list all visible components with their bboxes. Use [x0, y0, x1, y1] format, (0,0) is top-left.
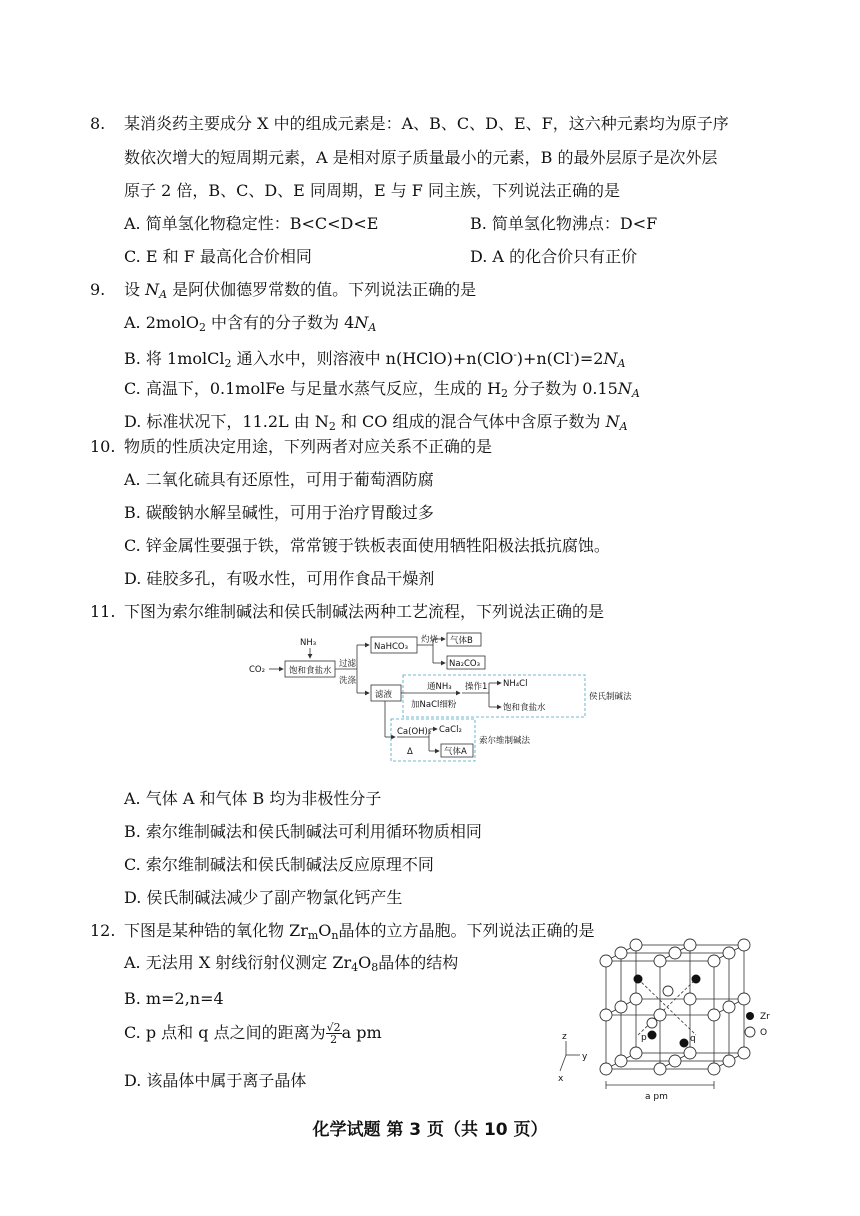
question-12-option-b: B. m=2,n=4 — [124, 989, 224, 1008]
question-11-option-b: B. 索尔维制碱法和侯氏制碱法可利用循环物质相同 — [124, 822, 482, 841]
solvay-label: 索尔维制碱法 — [479, 736, 531, 746]
add-nh3-label: 通NH₃ — [427, 682, 452, 692]
filtrate-label: 滤液 — [375, 690, 393, 700]
legend-zr-dot — [746, 1012, 754, 1020]
cacl2-label: CaCl₂ — [439, 725, 462, 735]
add-nacl-label: 加NaCl细粉 — [411, 700, 457, 710]
hou-label: 侯氏制碱法 — [589, 692, 632, 702]
question-10-number: 10. — [90, 437, 116, 456]
question-9-number: 9. — [90, 280, 106, 299]
question-8-option-a: A. 简单氢化物稳定性：B<C<D<E — [124, 214, 379, 233]
question-11-option-a: A. 气体 A 和气体 B 均为非极性分子 — [124, 789, 382, 808]
question-8-stem-line3: 原子 2 倍，B、C、D、E 同周期，E 与 F 同主族，下列说法正确的是 — [124, 181, 620, 200]
question-12-option-c: C. p 点和 q 点之间的距离为 $\frac{√2}{2}$ a pm — [124, 1021, 382, 1046]
question-9-stem: 设 $N_A$ 是阿伏伽德罗常数的值。下列说法正确的是 — [124, 280, 477, 301]
question-8-stem-line1: 某消炎药主要成分 X 中的组成元素是：A、B、C、D、E、F，这六种元素均为原子序 — [124, 114, 729, 133]
nh4cl-label: NH₄Cl — [503, 679, 528, 689]
question-10-option-a: A. 二氧化硫具有还原性，可用于葡萄酒防腐 — [124, 470, 434, 489]
solvay-hou-flow-diagram — [245, 633, 632, 765]
question-12-option-a: A. 无法用 X 射线衍射仪测定 $Zr_4O_8$晶体的结构 — [124, 953, 459, 974]
calcine-label: 灼烧 — [421, 635, 439, 645]
delta-label: Δ — [407, 747, 413, 757]
question-11-option-c: C. 索尔维制碱法和侯氏制碱法反应原理不同 — [124, 855, 434, 874]
question-8-option-d: D. A 的化合价只有正价 — [470, 247, 638, 266]
na2co3-label: Na₂CO₃ — [449, 659, 481, 669]
question-9-option-a: A. 2molO$_2$ 中含有的分子数为 $4N_A$ — [124, 313, 377, 334]
axis-y-label: y — [582, 1052, 588, 1062]
op1-label: 操作1 — [465, 682, 488, 692]
gas-a-label: 气体A — [444, 747, 467, 757]
question-10-stem: 物质的性质决定用途，下列两者对应关系不正确的是 — [124, 437, 493, 456]
nahco3-label: NaHCO₃ — [374, 642, 408, 652]
question-11-option-d: D. 侯氏制碱法减少了副产物氯化钙产生 — [124, 888, 403, 907]
co2-label: CO₂ — [249, 665, 266, 675]
axis-x-label: x — [558, 1074, 564, 1084]
caoh2-label: Ca(OH)₂ — [397, 727, 432, 737]
gas-b-label: 气体B — [450, 636, 473, 646]
point-p-label: p — [641, 1033, 647, 1043]
brine-label: 饱和食盐水 — [289, 666, 332, 676]
page-footer: 化学试题 第 3 页（共 10 页） — [312, 1120, 548, 1140]
filter-label: 过滤 — [339, 659, 357, 669]
question-8-number: 8. — [90, 114, 106, 133]
question-9-option-d: D. 标准状况下，11.2L 由 $N_2$ 和 CO 组成的混合气体中含原子数为 $N_A$ — [124, 412, 628, 433]
point-q-label: q — [690, 1034, 696, 1044]
nh3-label: NH₃ — [300, 638, 317, 648]
question-10-option-c: C. 锌金属性要强于铁，常常镀于铁板表面使用牺牲阳极法抵抗腐蚀。 — [124, 536, 610, 555]
question-8-option-c: C. E 和 F 最高化合价相同 — [124, 247, 312, 266]
question-12-number: 12. — [90, 921, 116, 940]
zirconia-unit-cell-diagram — [548, 935, 778, 1105]
dimension-label: a pm — [645, 1092, 668, 1102]
question-8-stem-line2: 数依次增大的短周期元素，A 是相对原子质量最小的元素，B 的最外层原子是次外层 — [124, 148, 718, 167]
legend-o-label: O — [760, 1028, 768, 1038]
question-11-stem: 下图为索尔维制碱法和侯氏制碱法两种工艺流程，下列说法正确的是 — [124, 602, 605, 621]
question-12-stem: 下图是某种锆的氧化物 $Zr_mO_n$晶体的立方晶胞。下列说法正确的是 — [124, 921, 595, 942]
sqrt2-over-2-fraction: $\frac{√2}{2}$ — [326, 1021, 341, 1046]
brine2-label: 饱和食盐水 — [503, 703, 546, 713]
question-11-number: 11. — [90, 602, 116, 621]
legend-zr-label: Zr — [760, 1012, 770, 1022]
wash-label: 洗涤 — [339, 676, 357, 686]
question-9-option-c: C. 高温下，0.1molFe 与足量水蒸气反应，生成的 $H_2$ 分子数为 $0.15N_A$ — [124, 379, 640, 400]
legend-o-circle — [745, 1027, 755, 1037]
question-10-option-d: D. 硅胶多孔，有吸水性，可用作食品干燥剂 — [124, 569, 435, 588]
question-8-option-b: B. 简单氢化物沸点：D<F — [470, 214, 658, 233]
question-12-option-d: D. 该晶体中属于离子晶体 — [124, 1071, 307, 1090]
question-10-option-b: B. 碳酸钠水解呈碱性，可用于治疗胃酸过多 — [124, 503, 434, 522]
axis-z-label: z — [562, 1032, 567, 1042]
question-9-option-b: B. 将 1molCl$_2$ 通入水中，则溶液中 $n(HClO)+n(ClO^-)+n(Cl^-)=2N_A$ — [124, 349, 626, 370]
